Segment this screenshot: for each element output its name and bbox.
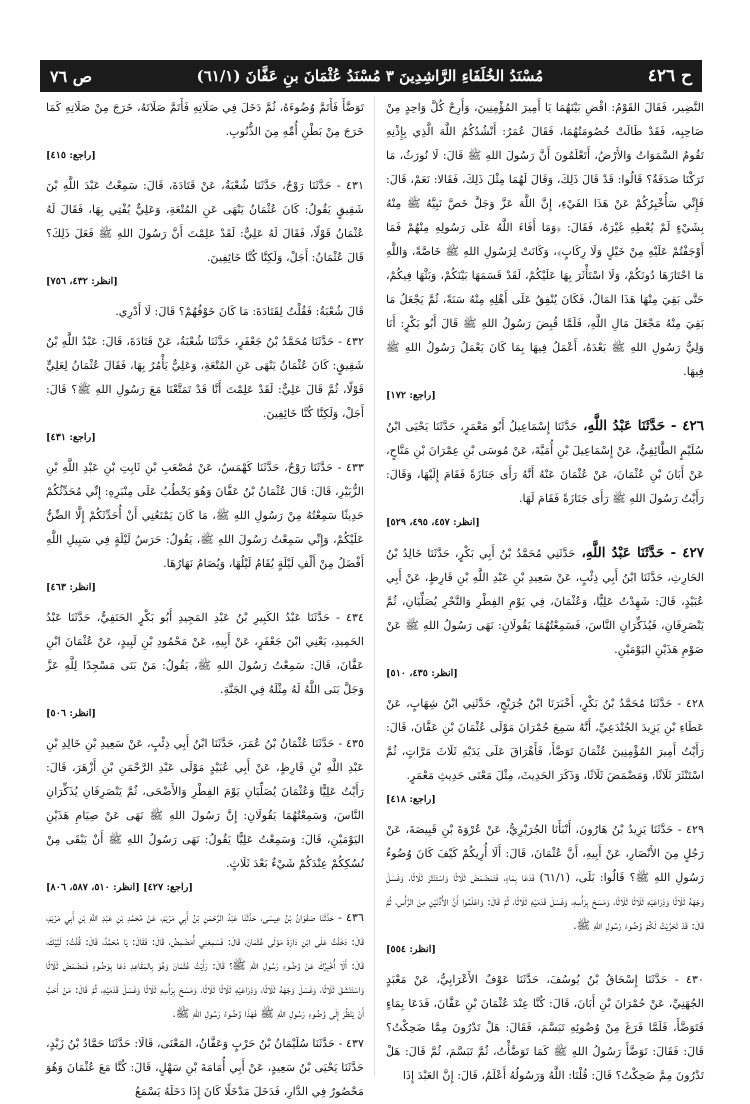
hadith-text: ٤٣٦ - حَدَّثَنَا صَفْوَانُ بْنُ عِيسَى، حَدَّثَنَا عَبْدُ الرَّحْمَنِ بْنُ أَبِي مَرْيَمَ، عَنْ مُحَمَّدِ بْنِ عَبْدِ اللَّهِ بْنِ أَبِي مَرْيَمَ، قَالَ: دَخَلْتُ عَلَى ابْنِ دَارَةَ مَوْلَى عُثْمَانَ، قَالَ: فَسَمِعَنِي أُمَضْمِضُ، قَالَ: فَقَالَ: يَا مُحَمَّدُ، قَالَ: قُلْتُ: لَبَّيْكَ، قَالَ: أَلَا أُخْبِرُكَ عَنْ وُضُوءِ رَسُولِ اللهِ ﷺ؟ قَالَ: رَأَيْتُ عُثْمَانَ وَهُوَ بِالمَقَاعِدِ دَعَا بِوَضُوءٍ فَمَضْمَضَ ثَلَاثًا وَاسْتَنْشَقَ ثَلَاثًا، وَغَسَلَ وَجْهَهُ ثَلَاثًا، وَذِرَاعَيْهِ ثَلَاثًا ثَلَاثًا، وَمَسَحَ بِرَأْسِهِ ثَلَاثًا وَغَسَلَ قَدَمَيْهِ، ثُمَّ قَالَ: مَنْ أَحَبَّ أَنْ يَنْظُرَ إِلَى وُضُوءِ رَسُولِ اللهِ ﷺ فَهَذَا وُضُوءُ رَسُولِ اللهِ ﷺ. [46,911,364,1020]
cross-reference: [انظر: ٤٥٧، ٤٩٥، ٥٢٩] [386,517,480,528]
hadith-paragraph [386,414,704,535]
hadith-paragraph [46,96,364,168]
hadith-paragraph [46,300,364,324]
hadith-text: ٤٢٩ - حَدَّثَنَا يَزِيدُ بْنُ هَارُونَ، أَنْبَأَنَا الجُرَيْرِيُّ، عَنْ عُرْوَةَ بْنِ قَبِيصَةَ، عَنْ رَجُلٍ مِنَ الأَنْصَارِ، عَنْ أَبِيهِ، أَنَّ عُثْمَانَ، قَالَ: أَلَا أُرِيكُمْ كَيْفَ كَانَ وُضُوءُ رَسُولِ اللهِ ﷺ؟ قَالُوا: بَلَى، (٦١/١) فَدَعَا بِمَاءٍ، فَتَمَضْمَضَ ثَلَاثًا وَاسْتَنْثَرَ ثَلَاثًا، وَغَسَلَ وَجْهَهُ ثَلَاثًا وَذِرَاعَيْهِ ثَلَاثًا ثَلَاثًا، وَمَسَحَ بِرَأْسِهِ، وَغَسَلَ قَدَمَيْهِ ثَلَاثًا، ثُمَّ قَالَ: وَاعْلَمُوا أَنَّ الأُذُنَيْنِ مِنَ الرَّأْسِ، ثُمَّ قَالَ: قَدْ تَحَرَّيْتُ لَكُمْ وُضُوءَ رَسُولِ اللهِ ﷺ. [386,823,704,932]
cross-reference: [راجع: ٤١٥] [46,150,96,161]
hadith-paragraph [386,96,704,408]
hadith-paragraph [386,818,704,962]
hadith-paragraph [46,606,364,726]
cross-reference: [انظر: ٥٥٤] [386,944,436,955]
column-divider [374,96,375,1076]
hadith-range-label: ح ٤٢٦ [647,66,692,86]
cross-reference: [راجع: ٤٣١] [46,432,96,443]
hadith-paragraph [46,732,364,900]
hadith-text: ٤٢٨ - حَدَّثَنَا مُحَمَّدُ بْنُ بَكْرٍ، أَخْبَرَنَا ابْنُ جُرَيْجٍ، حَدَّثَنِي ابْنُ شِهَابٍ، عَنْ عَطَاءِ بْنِ يَزِيدَ الجُنْدَعِيِّ، أَنَّهُ سَمِعَ حُمْرَانَ مَوْلَى عُثْمَانَ بْنِ عَفَّانَ، قَالَ: رَأَيْتُ أَمِيرَ المُؤْمِنِينَ عُثْمَانَ تَوَضَّأَ، فَأَهْرَاقَ عَلَى يَدَيْهِ ثَلَاثَ مَرَّاتٍ، ثُمَّ اسْتَنْثَرَ ثَلَاثًا، وَمَضْمَضَ ثَلَاثًا، وَذَكَرَ الحَدِيثَ، مِثْلَ مَعْنَى حَدِيثِ مَعْمَرٍ. [386,697,704,782]
hadith-heading: ٤٢٧ - حَدَّثَنَا عَبْدُ اللَّهِ، [575,545,705,561]
hadith-paragraph [46,906,364,1026]
right-column [386,96,705,1082]
hadith-text: قَالَ شُعْبَةُ: فَقُلْتُ لِقَتَادَةَ: مَا كَانَ خَوْفُهُمْ؟ قَالَ: لَا أَدْرِي. [115,305,364,318]
cross-reference: [راجع: ٤٢٧] [انظر: ٥١٠، ٥٨٧، ٨٠٦] [46,882,193,893]
cross-reference: [راجع: ١٧٢] [386,390,436,401]
cross-reference: [انظر: ٤٣٥، ٥١٠] [386,668,458,679]
hadith-text: ٤٣٣ - حَدَّثَنَا رَوْحٌ، حَدَّثَنَا كَهْمَسٌ، عَنْ مُصْعَبِ بْنِ ثَابِتِ بْنِ عَبْدِ اللَّهِ بْنِ الزُّبَيْرِ، قَالَ: قَالَ عُثْمَانُ بْنُ عَفَّانَ وَهُوَ يَخْطُبُ عَلَى مِنْبَرِهِ: إِنِّي مُحَدِّثُكُمْ حَدِيثًا سَمِعْتُهُ مِنْ رَسُولِ اللهِ ﷺ، مَا كَانَ يَمْنَعُنِي أَنْ أُحَدِّثَكُمْ إِلَّا الضِّنُّ عَلَيْكُمْ، وَإِنِّي سَمِعْتُ رَسُولَ اللهِ ﷺ، يَقُولُ: حَرَسُ لَيْلَةٍ فِي سَبِيلِ اللَّهِ أَفْضَلُ مِنْ أَلْفِ لَيْلَةٍ يُقَامُ لَيْلُهَا، وَيُصَامُ نَهَارُهَا. [46,461,364,570]
running-header [40,60,702,92]
left-column [46,96,364,1098]
hadith-text: تَوَضَّأَ فَأَتَمَّ وُضُوءَهُ، ثُمَّ دَخَلَ فِي صَلَاتِهِ فَأَتَمَّ صَلَاتَهُ، خَرَجَ مِنْ صَلَاتِهِ كَمَا خَرَجَ مِنْ بَطْنِ أُمِّهِ مِنَ الذُّنُوبِ. [46,101,364,138]
page-title: مُسْنَدُ الخُلَفَاءِ الرَّاشِدِينَ ٣ مُسْنَدُ عُثْمَانَ بنِ عَفَّانَ (٦١/١) [196,67,544,85]
hadith-text: ٤٣٢ - حَدَّثَنَا مُحَمَّدُ بْنُ جَعْفَرٍ، حَدَّثَنَا شُعْبَةُ، عَنْ قَتَادَةَ، قَالَ: عَبْدُ اللَّهِ بْنُ شَقِيقٍ: كَانَ عُثْمَانُ يَنْهَى عَنِ المُتْعَةِ، وَعَلِيٌّ يَأْمُرُ بِهَا، فَقَالَ عُثْمَانُ لِعَلِيٍّ قَوْلًا، ثُمَّ قَالَ عَلِيٌّ: لَقَدْ عَلِمْتَ أَنَّا قَدْ تَمَتَّعْنَا مَعَ رَسُولِ اللهِ ﷺ؟ قَالَ: أَجَلْ، وَلَكِنَّا كُنَّا خَائِفِينَ. [46,335,364,420]
cross-reference: [انظر: ٥٠٦] [46,708,96,719]
hadith-paragraph [46,330,364,450]
hadith-paragraph [46,1032,364,1104]
hadith-paragraph [46,174,364,294]
hadith-text: حَدَّثَنَا إِسْمَاعِيلُ أَبُو مَعْمَرٍ، حَدَّثَنَا يَحْيَى ابْنُ سُلَيْمٍ الطَّائِفِيُّ، عَنْ إِسْمَاعِيلَ بْنِ أُمَيَّةَ، عَنْ مُوسَى بْنِ عِمْرَانَ بْنِ مَنَّاحٍ، عَنْ أَبَانَ بْنِ عُثْمَانَ، عَنْ عُثْمَانَ عَنْهُ أَنَّهُ رَأَى جَنَازَةً فَقَامَ إِلَيْهَا، وَقَالَ: رَأَيْتُ رَسُولَ اللهِ ﷺ رَأَى جَنَازَةً فَقَامَ لَهَا. [386,420,704,505]
hadith-paragraph [386,692,704,812]
hadith-text: حَدَّثَنِي مُحَمَّدُ بْنُ أَبِي بَكْرٍ، حَدَّثَنَا خَالِدُ بْنُ الحَارِثِ، حَدَّثَنَا ابْنُ أَبِي ذِئْبٍ، عَنْ سَعِيدِ بْنِ عَبْدِ اللَّهِ بْنِ قَارِظٍ، عَنْ أَبِي عُبَيْدٍ، قَالَ: شَهِدْتُ عَلِيًّا، وَعُثْمَانَ، فِي يَوْمِ الفِطْرِ وَالنَّحْرِ يُصَلِّيَانِ، ثُمَّ يَنْصَرِفَانِ، فَيُذَكِّرَانِ النَّاسَ، فَسَمِعْتُهُمَا يَقُولَانِ: نَهَى رَسُولُ اللهِ ﷺ عَنْ صَوْمِ هَذَيْنِ اليَوْمَيْنِ. [386,547,704,656]
hadith-heading: ٤٢٦ - حَدَّثَنَا عَبْدُ اللَّهِ، [577,418,705,434]
cross-reference: [انظر: ٤٦٣] [46,582,96,593]
hadith-text: ٤٣٤ - حَدَّثَنَا عَبْدُ الكَبِيرِ بْنُ عَبْدِ المَجِيدِ أَبُو بَكْرٍ الحَنَفِيُّ، حَدَّثَنَا عَبْدُ الحَمِيدِ، يَعْنِي ابْنَ جَعْفَرٍ، عَنْ أَبِيهِ، عَنْ مَحْمُودِ بْنِ لَبِيدٍ، عَنْ عُثْمَانَ ابْنِ عَفَّانَ، قَالَ: سَمِعْتُ رَسُولَ اللهِ ﷺ، يَقُولُ: مَنْ بَنَى مَسْجِدًا لِلَّهِ عَزَّ وَجَلَّ بَنَى اللَّهُ لَهُ مِثْلَهُ فِي الجَنَّةِ. [46,611,364,696]
hadith-paragraph [386,968,704,1088]
hadith-text: ٤٣٠ - حَدَّثَنَا إِسْحَاقُ بْنُ يُوسُفَ، حَدَّثَنَا عَوْفٌ الأَعْرَابِيُّ، عَنْ مَعْبَدٍ الجُهَنِيِّ، عَنْ حُمْرَانَ بْنِ أَبَانَ، قَالَ: كُنَّا عِنْدَ عُثْمَانَ بْنِ عَفَّانَ، فَدَعَا بِمَاءٍ فَتَوَضَّأَ، فَلَمَّا فَرَغَ مِنْ وُضُوئِهِ تَبَسَّمَ، فَقَالَ: هَلْ تَدْرُونَ مِمَّا ضَحِكْتُ؟ قَالَ: فَقَالَ: تَوَضَّأَ رَسُولُ اللهِ ﷺ كَمَا تَوَضَّأْتُ، ثُمَّ تَبَسَّمَ، ثُمَّ قَالَ: هَلْ تَدْرُونَ مِمَّ ضَحِكْتُ؟ قَالَ: قُلْنَا: اللَّهُ وَرَسُولُهُ أَعْلَمُ، قَالَ: إِنَّ العَبْدَ إِذَا [386,973,704,1082]
cross-reference: [انظر: ٤٣٢، ٧٥٦] [46,276,118,287]
page-number: ص ٧٦ [50,66,93,86]
cross-reference: [راجع: ٤١٨] [386,794,436,805]
hadith-text: ٤٣٥ - حَدَّثَنَا عُثْمَانُ بْنُ عُمَرَ، حَدَّثَنَا ابْنُ أَبِي ذِئْبٍ، عَنْ سَعِيدِ بْنِ خَالِدِ بْنِ عَبْدِ اللَّهِ بْنِ قَارِظٍ، عَنْ أَبِي عُبَيْدٍ مَوْلَى عَبْدِ الرَّحْمَنِ بْنِ أَزْهَرَ، قَالَ: رَأَيْتُ عَلِيًّا وَعُثْمَانَ يُصَلِّيَانِ يَوْمَ الفِطْرِ وَالأَضْحَى، ثُمَّ يَنْصَرِفَانِ يُذَكِّرَانِ النَّاسَ، وَسَمِعْتُهُمَا يَقُولَانِ: إِنَّ رَسُولَ اللهِ ﷺ نَهَى عَنْ صِيَامِ هَذَيْنِ اليَوْمَيْنِ، قَالَ: وَسَمِعْتُ عَلِيًّا يَقُولُ: نَهَى رَسُولُ اللهِ ﷺ أَنْ يَبْقَى مِنْ نُسُكِكُمْ عِنْدَكُمْ شَيْءٌ بَعْدَ ثَلَاثٍ. [46,737,364,870]
hadith-text: ٤٣١ - حَدَّثَنَا رَوْحٌ، حَدَّثَنَا شُعْبَةُ، عَنْ قَتَادَةَ، قَالَ: سَمِعْتُ عَبْدَ اللَّهِ بْنَ شَقِيقٍ يَقُولُ: كَانَ عُثْمَانُ يَنْهَى عَنِ المُتْعَةِ، وَعَلِيٌّ يُفْتِي بِهَا، فَقَالَ لَهُ عُثْمَانُ قَوْلًا، فَقَالَ لَهُ عَلِيٌّ: لَقَدْ عَلِمْتَ أَنَّ رَسُولَ اللهِ ﷺ فَعَلَ ذَلِكَ؟ قَالَ عُثْمَانُ: أَجَلْ، وَلَكِنَّا كُنَّا خَائِفِينَ. [46,179,364,264]
hadith-paragraph [386,541,704,686]
hadith-text: ٤٣٧ - حَدَّثَنَا سُلَيْمَانُ بْنُ حَرْبٍ وَعَفَّانُ، المَعْنَى، قَالَا: حَدَّثَنَا حَمَّادُ بْنُ زَيْدٍ، حَدَّثَنَا يَحْيَى بْنُ سَعِيدٍ، عَنْ أَبِي أُمَامَةَ بْنِ سَهْلٍ، قَالَ: كُنَّا مَعَ عُثْمَانَ وَهُوَ مَحْصُورٌ فِي الدَّارِ، فَدَخَلَ مَدْخَلًا كَانَ إِذَا دَخَلَهُ يَسْمَعُ [46,1037,364,1098]
hadith-text: النَّضِير، فَقَالَ القَوْمُ: اقْضِ بَيْنَهُمَا يَا أَمِيرَ المُؤْمِنِينَ، وَأَرِحْ كُلَّ وَاحِدٍ مِنْ صَاحِبِه، فَقَدْ طَالَتْ خُصُومَتُهُمَا، فَقَالَ عُمَرُ: أَنْشُدُكُمُ اللَّهَ الَّذِي بِإِذْنِهِ تَقُومُ السَّمَوَاتُ وَالأَرْضُ، أَتَعْلَمُونَ أَنَّ رَسُولَ اللهِ ﷺ قَالَ: لَا نُورَثُ، مَا تَرَكْنَا صَدَقَةٌ؟ قَالُوا: قَدْ قَالَ ذَلِكَ، وَقَالَ لَهُمَا مِثْلَ ذَلِكَ، فَقَالا: نَعَمْ، قَالَ: فَإِنِّي سَأُخْبِرُكُمْ عَنْ هَذَا الفَيْءِ، إِنَّ اللَّهَ عَزَّ وَجَلَّ خَصَّ نَبِيَّهُ ﷺ مِنْهُ بِشَيْءٍ لَمْ يُعْطِهِ غَيْرَهُ، فَقَالَ: ﴿وَمَا أَفَاءَ اللَّهُ عَلَى رَسُولِهِ مِنْهُمْ فَمَا أَوْجَفْتُمْ عَلَيْهِ مِنْ خَيْلٍ وَلَا رِكَابٍ﴾، وَكَانَتْ لِرَسُولِ اللهِ ﷺ خَاصَّةً، وَاللَّهِ مَا احْتَازَهَا دُونَكُمْ، وَلَا اسْتَأْثَرَ بِهَا عَلَيْكُمْ، لَقَدْ قَسَمَهَا بَيْنَكُمْ، وَبَثَّهَا فِيكُمْ، حَتَّى بَقِيَ مِنْهَا هَذَا المَالُ، فَكَانَ يُنْفِقُ عَلَى أَهْلِهِ مِنْهُ سَنَةً، ثُمَّ يَجْعَلُ مَا بَقِيَ مِنْهُ مَجْعَلَ مَالِ اللَّهِ، فَلَمَّا قُبِضَ رَسُولُ اللهِ ﷺ قَالَ أَبُو بَكْرٍ: أَنَا وَلِيُّ رَسُولِ اللهِ ﷺ بَعْدَهُ، أَعْمَلُ فِيهَا بِمَا كَانَ يَعْمَلُ رَسُولُ اللهِ ﷺ فِيهَا. [386,101,704,378]
hadith-paragraph [46,456,364,600]
